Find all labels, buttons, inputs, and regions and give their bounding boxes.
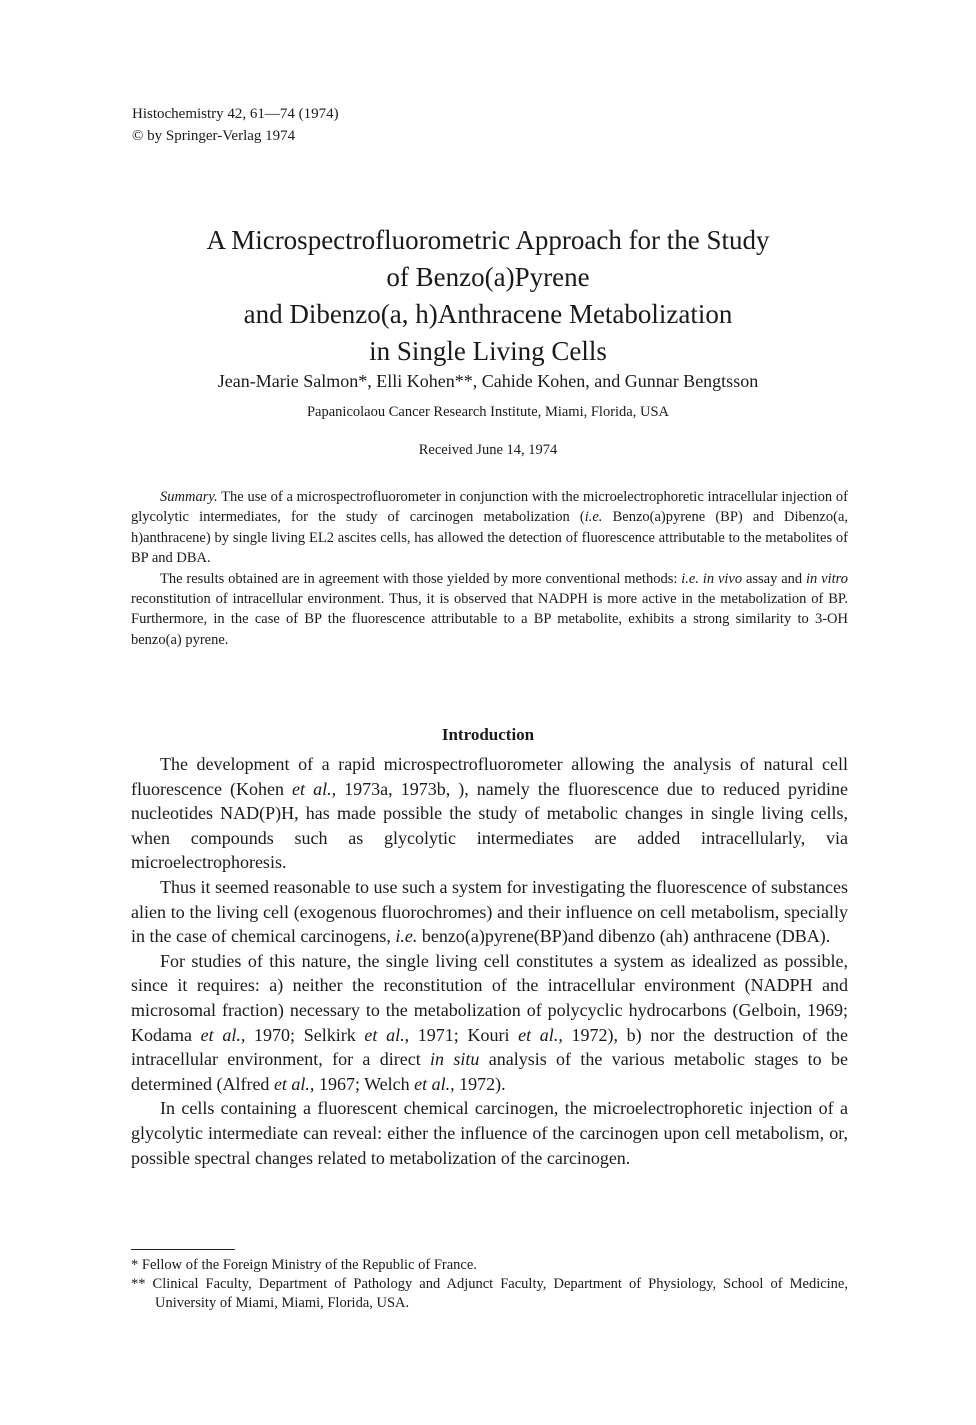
italic-run: et al., [292, 778, 337, 799]
text-run: The results obtained are in agreement with those yielded by more conventional methods: [160, 570, 682, 587]
italic-run: et al., [364, 1024, 410, 1045]
abstract [131, 487, 848, 650]
journal-citation: Histochemistry 42, 61—74 (1974) [132, 106, 339, 122]
italic-run: in vivo [698, 570, 743, 587]
text-run: analysis of the various metabolic stages to be determined (Alfred [131, 1049, 848, 1094]
text-run: benzo(a)pyrene(BP)and dibenzo (ah) anthracene (DBA). [417, 926, 831, 947]
text-run: Benzo(a)pyrene (BP) and Dibenzo(a, h)anthracene) by single living EL2 ascites cells, has allowed the detection of fluorescence attributable to the metabolites of BP and DBA. [131, 509, 848, 567]
body-paragraph [131, 875, 848, 949]
italic-run: i.e. [681, 570, 699, 587]
received-date: Received June 14, 1974 [418, 442, 558, 458]
title-line: A Microspectrofluorometric Approach for the Study [206, 225, 770, 255]
text-run: The development of a rapid microspectrofluorometer allowing the analysis of natural cell fluorescence (Kohen [131, 754, 848, 799]
italic-run: et al., [518, 1024, 563, 1045]
footnote: ** Clinical Faculty, Department of Pathology and Adjunct Faculty, Department of Physiology, School of Medicine, University of Miami, Miami, Florida, USA. [131, 1276, 848, 1311]
title-line: and Dibenzo(a, h)Anthracene Metabolization [243, 299, 733, 329]
italic-run: et al., [200, 1024, 246, 1045]
text-run: 1970; Selkirk [245, 1024, 365, 1045]
abstract-paragraph [131, 569, 848, 651]
text-run: 1972). [454, 1073, 506, 1094]
introduction-body [131, 752, 848, 1170]
footnote-divider [131, 1249, 235, 1250]
text-run: The use of a microspectrofluorometer in conjunction with the microelectrophoretic intracellular injection of glycolytic intermediates, for the study of carcinogen metabolization ( [131, 489, 848, 526]
abstract-paragraph [131, 487, 848, 569]
journal-header [132, 103, 339, 147]
text-run: Thus it seemed reasonable to use such a system for investigating the fluorescence of substances alien to the living cell (exogenous fluorochromes) and their influence on cell metabolism, specially in the case of chemical carcinogens, [131, 876, 848, 947]
title-line: of Benzo(a)Pyrene [386, 262, 590, 292]
text-run: For studies of this nature, the single living cell constitutes a system as idealized as possible, since it requires: a) neither the reconstitution of the intracellular environment (NADPH and microsomal fraction) necessary to the metabolization of polycyclic hydrocarbons (Gelboin, 1969; Kodama [131, 950, 848, 1045]
body-paragraph [131, 752, 848, 875]
italic-run: i.e. [395, 926, 418, 947]
text-run: 1971; Kouri [409, 1024, 519, 1045]
italic-run: et al., [273, 1073, 315, 1094]
italic-run: et al., [414, 1073, 455, 1094]
text-run: 1972), b) nor the destruction of the intracellular environment, for a direct [131, 1024, 849, 1070]
text-run: assay and [742, 570, 807, 587]
body-paragraph: In cells containing a fluorescent chemical carcinogen, the microelectrophoretic injection of a glycolytic intermediate can reveal: either the influence of the carcinogen upon cell metabolism, or, possible spectral changes related to metabolization of the carcinogen. [131, 1098, 848, 1168]
body-paragraph [131, 949, 848, 1097]
italic-run: i.e. [584, 509, 603, 526]
text-run: 1973a, 1973b, ), namely the fluorescence due to reduced pyridine nucleotides NAD(P)H, has made possible the study of metabolic changes in single living cells, when compounds such as glycolytic intermediates are added intracellularly, via microelectrophoresis. [131, 778, 848, 873]
summary-label: Summary. [160, 489, 218, 505]
footnote: * Fellow of the Foreign Ministry of the Republic of France. [131, 1257, 477, 1273]
text-run: reconstitution of intracellular environment. Thus, it is observed that NADPH is more active in the metabolization of BP. Furthermore, in the case of BP the fluorescence attributable to a BP metabolite, exhibits a strong similarity to 3-OH benzo(a) pyrene. [131, 591, 848, 648]
journal-copyright: © by Springer-Verlag 1974 [132, 128, 296, 144]
author-list: Jean-Marie Salmon*, Elli Kohen**, Cahide Kohen, and Gunnar Bengtsson [217, 371, 759, 391]
italic-run: in vitro [806, 570, 848, 587]
footnotes [131, 1256, 848, 1313]
section-heading: Introduction [441, 725, 535, 744]
affiliation: Papanicolaou Cancer Research Institute, Miami, Florida, USA [306, 404, 669, 420]
italic-run: in situ [430, 1049, 480, 1070]
paper-title [132, 222, 844, 370]
text-run: 1967; Welch [314, 1073, 415, 1094]
title-line: in Single Living Cells [369, 336, 607, 366]
